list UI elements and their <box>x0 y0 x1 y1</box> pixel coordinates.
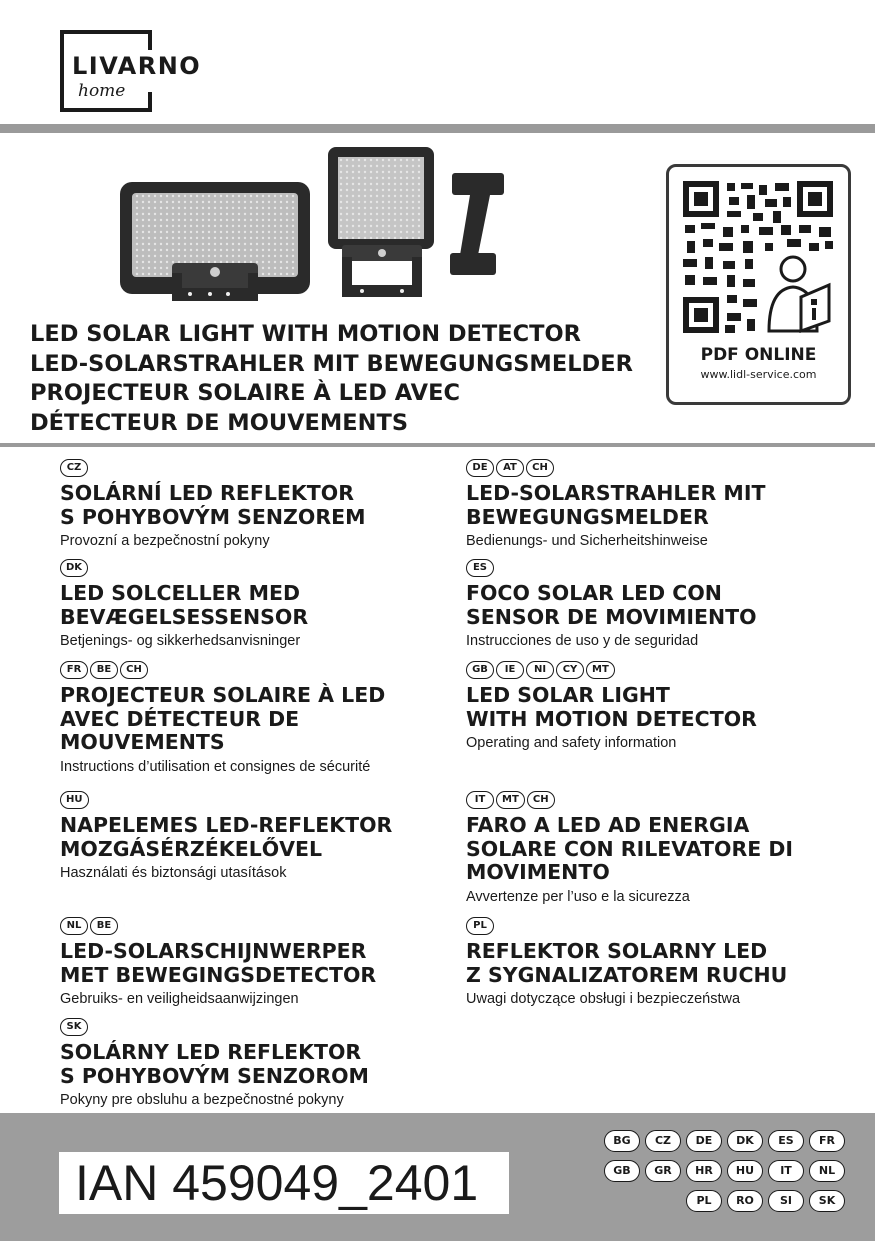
country-badge: MT <box>586 661 615 679</box>
country-code-badge: GR <box>645 1160 681 1182</box>
country-badge: NL <box>60 917 88 935</box>
language-title-line: Z SYGNALIZATOREM RUCHU <box>466 962 788 987</box>
language-title-line: WITH MOTION DETECTOR <box>466 706 757 731</box>
language-block-sk <box>60 1018 460 1109</box>
language-block-fr <box>60 661 460 776</box>
language-title-line: LED SOLCELLER MED <box>60 581 300 605</box>
logo-sub: home <box>78 81 126 101</box>
language-title-line: MET BEWEGINGSDETECTOR <box>60 962 377 987</box>
language-subtitle: Használati és biztonsági utasítások <box>60 865 287 881</box>
pdf-online-title: PDF ONLINE <box>700 345 817 365</box>
country-badge: PL <box>466 917 494 935</box>
top-divider-bar <box>0 124 875 133</box>
country-badge: BE <box>90 661 118 679</box>
country-badge: AT <box>496 459 524 477</box>
language-title-line: FOCO SOLAR LED CON <box>466 581 722 605</box>
language-title-line: BEVÆGELSESSENSOR <box>60 604 309 629</box>
language-title-line: MOZGÁSÉRZÉKELŐVEL <box>60 836 323 861</box>
language-title-line: BEWEGUNGSMELDER <box>466 504 709 529</box>
country-badge: CH <box>120 661 148 679</box>
product-illustration <box>110 145 510 310</box>
country-code-badge: HU <box>727 1160 763 1182</box>
language-block-dk <box>60 559 460 650</box>
country-badge: IT <box>466 791 494 809</box>
language-title-line: NAPELEMES LED-REFLEKTOR <box>60 813 393 837</box>
language-title <box>466 940 866 987</box>
country-code-badge: CZ <box>645 1130 681 1152</box>
language-title-line: AVEC DÉTECTEUR DE <box>60 706 300 731</box>
language-block-de <box>466 459 866 550</box>
logo-frame <box>60 30 152 34</box>
country-badge: MT <box>496 791 525 809</box>
qr-code-icon <box>683 181 833 333</box>
country-code-badge: GB <box>604 1160 640 1182</box>
country-badge: IE <box>496 661 524 679</box>
country-code-badge: ES <box>768 1130 804 1152</box>
language-subtitle: Instructions d’utilisation et consignes de sécurité <box>60 758 371 775</box>
logo-brand: LIVARNO <box>72 52 202 80</box>
language-title <box>60 1041 460 1088</box>
language-title <box>60 684 460 755</box>
logo-frame <box>60 30 64 112</box>
country-code-badge: IT <box>768 1160 804 1182</box>
country-code-badge: SK <box>809 1190 845 1212</box>
language-title-line: SENSOR DE MOVIMIENTO <box>466 604 757 629</box>
country-badge: CZ <box>60 459 88 477</box>
language-title <box>466 814 866 885</box>
language-block-gb <box>466 661 866 752</box>
country-row <box>600 1130 845 1152</box>
logo-frame <box>148 30 152 50</box>
language-title-line: SOLÁRNÍ LED REFLEKTOR <box>60 481 354 505</box>
country-row <box>600 1190 845 1212</box>
country-badge: CH <box>527 791 555 809</box>
language-title-line: FARO A LED AD ENERGIA <box>466 813 750 837</box>
language-subtitle: Gebruiks- en veiligheidsaanwijzingen <box>60 991 299 1007</box>
product-title <box>30 320 670 438</box>
language-block-pl <box>466 917 866 1008</box>
country-code-grid <box>600 1130 845 1220</box>
product-title-line: PROJECTEUR SOLAIRE À LED AVEC <box>30 380 460 406</box>
language-block-hu <box>60 791 460 882</box>
language-subtitle: Provozní a bezpečnostní pokyny <box>60 533 270 549</box>
middle-divider-bar <box>0 443 875 447</box>
language-block-it <box>466 791 866 906</box>
language-title <box>466 684 866 731</box>
language-title-line: SOLÁRNY LED REFLEKTOR <box>60 1040 362 1064</box>
country-code-badge: DE <box>686 1130 722 1152</box>
country-badge: SK <box>60 1018 88 1036</box>
country-badge: CY <box>556 661 584 679</box>
language-title-line: S POHYBOVÝM SENZOREM <box>60 504 366 529</box>
language-title <box>466 582 866 629</box>
language-title-line: REFLEKTOR SOLARNY LED <box>466 939 768 963</box>
pdf-online-qr-box[interactable] <box>666 164 851 405</box>
country-code-badge: NL <box>809 1160 845 1182</box>
country-badge: GB <box>466 661 494 679</box>
language-subtitle: Pokyny pre obsluhu a bezpečnostné pokyny <box>60 1092 344 1108</box>
product-title-line: DÉTECTEUR DE MOUVEMENTS <box>30 409 409 436</box>
country-badge: DE <box>466 459 494 477</box>
country-badge: CH <box>526 459 554 477</box>
language-title <box>60 814 460 861</box>
language-subtitle: Operating and safety information <box>466 735 677 751</box>
language-title <box>60 482 460 529</box>
language-title <box>60 582 460 629</box>
language-subtitle: Avvertenze per l’uso e la sicurezza <box>466 888 690 905</box>
logo-frame <box>148 92 152 112</box>
language-subtitle: Betjenings- og sikkerhedsanvisninger <box>60 633 301 649</box>
reader-figure <box>761 251 833 333</box>
country-badge: DK <box>60 559 88 577</box>
product-title-line: LED SOLAR LIGHT WITH MOTION DETECTOR <box>30 321 581 347</box>
language-title-line: MOUVEMENTS <box>60 730 225 754</box>
country-code-badge: FR <box>809 1130 845 1152</box>
logo-frame <box>60 108 152 112</box>
country-badge: HU <box>60 791 89 809</box>
country-code-badge: SI <box>768 1190 804 1212</box>
language-title-line: LED-SOLARSCHIJNWERPER <box>60 939 367 963</box>
country-badge: ES <box>466 559 494 577</box>
language-block-nl <box>60 917 460 1008</box>
livarno-logo <box>60 30 220 112</box>
language-subtitle: Uwagi dotyczące obsługi i bezpieczeństwa <box>466 991 741 1007</box>
language-title-line: LED-SOLARSTRAHLER MIT <box>466 481 766 505</box>
language-block-es <box>466 559 866 650</box>
country-code-badge: PL <box>686 1190 722 1212</box>
language-title-line: MOVIMENTO <box>466 860 610 884</box>
ian-number: IAN 459049_2401 <box>59 1152 509 1214</box>
country-code-badge: BG <box>604 1130 640 1152</box>
language-title-line: LED SOLAR LIGHT <box>466 683 670 707</box>
language-title <box>466 482 866 529</box>
country-code-badge: RO <box>727 1190 763 1212</box>
floodlight-large <box>120 182 310 301</box>
language-title <box>60 940 460 987</box>
mounting-bracket <box>450 173 504 275</box>
language-title-line: S POHYBOVÝM SENZOROM <box>60 1063 369 1088</box>
country-badge: NI <box>526 661 554 679</box>
language-title-line: SOLARE CON RILEVATORE DI <box>466 836 794 861</box>
language-block-cz <box>60 459 460 550</box>
language-title-line: PROJECTEUR SOLAIRE À LED <box>60 683 386 707</box>
country-code-badge: DK <box>727 1130 763 1152</box>
solar-panel <box>328 147 434 297</box>
pdf-online-url[interactable]: www.lidl-service.com <box>700 368 817 381</box>
language-subtitle: Instrucciones de uso y de seguridad <box>466 633 699 649</box>
country-badge: BE <box>90 917 118 935</box>
country-badge: FR <box>60 661 88 679</box>
language-subtitle: Bedienungs- und Sicherheitshinweise <box>466 533 708 549</box>
product-title-line: LED-SOLARSTRAHLER MIT BEWEGUNGSMELDER <box>30 350 633 377</box>
country-code-badge: HR <box>686 1160 722 1182</box>
country-row <box>600 1160 845 1182</box>
